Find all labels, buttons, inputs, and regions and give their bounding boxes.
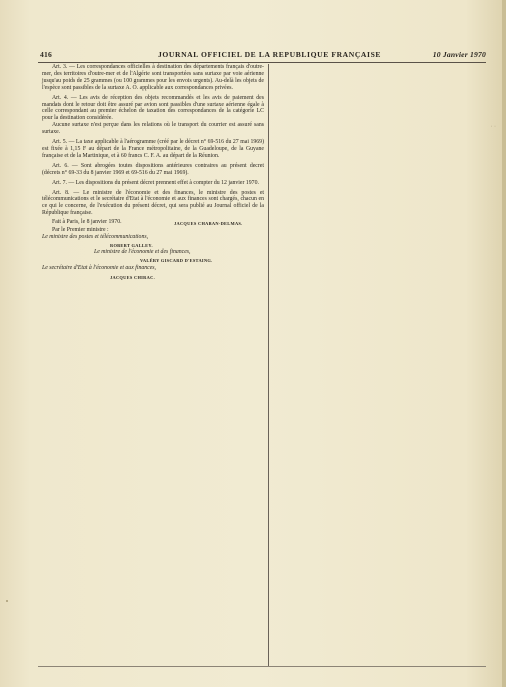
par-premier-ministre: Par le Premier ministre : — [52, 226, 109, 233]
place-date: Fait à Paris, le 8 janvier 1970. — [52, 219, 122, 226]
signature-line-eco-name — [42, 256, 264, 263]
column-divider — [268, 64, 269, 667]
signature-line-main — [42, 219, 264, 226]
secretaire-name: JACQUES CHIRAC. — [110, 274, 155, 280]
issue-date: 10 Janvier 1970 — [432, 50, 486, 59]
journal-title: JOURNAL OFFICIEL DE LA REPUBLIQUE FRANÇAISE — [158, 50, 382, 59]
left-column — [42, 64, 264, 280]
header-rule — [38, 62, 486, 63]
page-header — [30, 50, 486, 62]
signature-line-sec-name — [42, 273, 264, 280]
article-7: Art. 7. — Les dispositions du présent décret prennent effet à compter du 12 janvier 1970. — [52, 179, 259, 186]
signer-prime-minister: JACQUES CHABAN-DELMAS. — [174, 221, 243, 227]
footer-rule — [38, 666, 486, 667]
page-edge-shadow — [502, 0, 506, 687]
signature-line-sec-title — [42, 265, 264, 272]
minister-postes-title: Le ministre des postes et télécommunications, — [42, 233, 149, 240]
signature-line-par — [42, 227, 264, 234]
paper-speck — [6, 600, 8, 602]
signature-line-postes-name — [42, 241, 264, 248]
article-4-note: Aucune surtaxe n'est perçue dans les relations où le transport du courrier est assuré sans surtaxe. — [42, 122, 264, 136]
page-number: 416 — [40, 50, 52, 59]
signature-line-eco-title — [42, 249, 264, 256]
article-3: Art. 3. — Les correspondances officielles à destination des départements français d'outre-mer, des territoires d'outre-mer et de l'Algérie sont transportées sans surtaxe par voie aérienne jusqu'au poids de 25 grammes (ou 100 grammes pour les envois urgents). Au-delà les objets de l'espèce sont passibles de la surtaxe A. O. applicable aux correspondances privées. — [42, 64, 264, 91]
article-4: Art. 4. — Les avis de réception des objets recommandés et les avis de paiement des mandats dont le retour doit être assuré par avion sont passibles d'une surtaxe aérienne égale à celle correspondant au premier échelon de taxation des correspondances de la catégorie LC pour la destination considérée. — [42, 94, 264, 122]
article-5: Art. 5. — La taxe applicable à l'aérogramme (créé par le décret n° 69-516 du 27 mai 1969) est fixée à 1,15 F au départ de la France métropolitaine, de la Guadeloupe, de la Guyane française et de la Martinique, et à 60 francs C. F. A. au départ de la Réunion. — [42, 139, 264, 159]
article-8: Art. 8. — Le ministre de l'économie et des finances, le ministre des postes et télécommunications et le secrétaire d'Etat à l'économie et aux finances sont chargés, chacun en ce qui le concerne, de l'exécution du présent décret, qui sera publié au Journal officiel de la République française. — [42, 189, 264, 217]
minister-eco-title: Le ministre de l'économie et des finances, — [94, 248, 191, 255]
minister-postes-name: ROBERT GALLEY. — [110, 243, 153, 249]
signature-line-postes-title — [42, 234, 264, 241]
secretaire-title: Le secrétaire d'Etat à l'économie et aux finances, — [42, 265, 156, 272]
minister-eco-name: VALÉRY GISCARD D'ESTAING. — [140, 258, 213, 264]
signature-block — [42, 219, 264, 280]
paper-speck: · · — [490, 124, 496, 130]
article-6: Art. 6. — Sont abrogées toutes dispositions antérieures contraires au présent decret (décrets n° 69-33 du 8 janvier 1969 et 69-516 du 27 mai 1969). — [42, 162, 264, 176]
